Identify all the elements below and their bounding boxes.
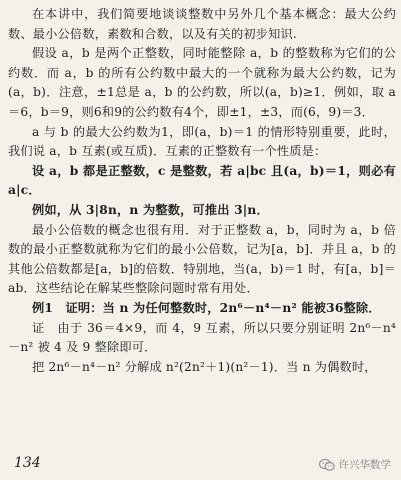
coprime-paragraph: a 与 b 的最大公约数为1，即(a，b)＝1 的情形特别重要，此时，我们说 a，b 互素(或互质)．互素的正整数有一个性质是： xyxy=(8,124,396,159)
wechat-icon xyxy=(319,458,335,472)
example-1-statement: 例1 证明：当 n 为任何整数时，2n⁶－n⁴－n² 能被36整除． xyxy=(32,300,381,315)
page-body xyxy=(8,5,396,377)
divisibility-example-paragraph: 例如，从 3|8n，n 为整数，可推出 3|n． xyxy=(32,202,269,217)
watermark xyxy=(319,457,392,472)
proof-paragraph: 证 由于 36＝4×9，而 4，9 互素，所以只要分别证明 2n⁶－n⁴－n² 被 4 及 9 整除即可． xyxy=(8,320,396,355)
gcd-definition-paragraph: 假设 a，b 是两个正整数，同时能整除 a，b 的整数称为它们的公约数．而 a，b 的所有公约数中最大的一个就称为最大公约数，记为(a，b)．注意，±1总是 a，b 的公约数，所以(a，b)≥1．例如，取 a＝6，b＝9，则6和9的公约数有4个，即±1，±3，而(6，9)＝3． xyxy=(8,46,396,119)
coprime-property-paragraph: 设 a，b 都是正整数，c 是整数，若 a|bc 且(a，b)＝1，则必有 a|c． xyxy=(8,163,396,198)
lcm-definition-paragraph: 最小公倍数的概念也很有用．对于正整数 a，b，同时为 a，b 倍数的最小正整数就称为它们的最小公倍数，记为[a，b]．并且 a，b 的其他公倍数都是[a，b]的倍数．特别地，当(a，b)＝1 时，有[a，b]＝ab．这些结论在解某些整除问题时常有用处． xyxy=(8,222,396,296)
intro-paragraph: 在本讲中，我们简要地谈谈整数中另外几个基本概念：最大公约数、最小公倍数，素数和合数，以及有关的初步知识. xyxy=(8,7,396,41)
page-footer xyxy=(10,455,395,475)
watermark-text: 许兴华数学 xyxy=(338,459,391,471)
page-number: 134 xyxy=(14,455,41,471)
factorization-paragraph: 把 2n⁶－n⁴－n² 分解成 n²(2n²＋1)(n²－1)．当 n 为偶数时， xyxy=(32,359,377,374)
